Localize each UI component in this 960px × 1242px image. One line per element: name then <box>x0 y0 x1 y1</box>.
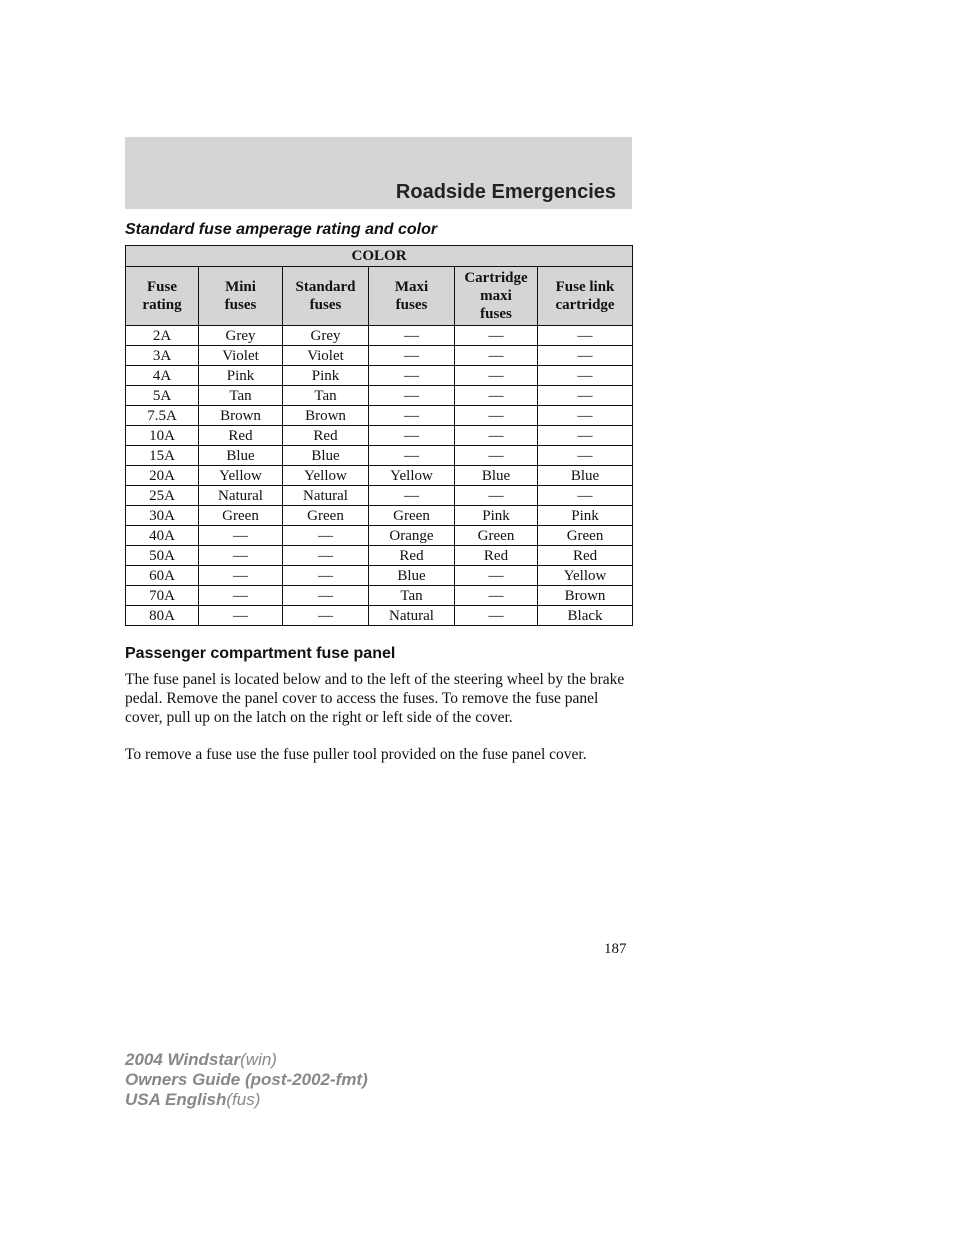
table-cell: — <box>538 326 633 346</box>
table-cell: Brown <box>538 586 633 606</box>
table-cell: — <box>199 606 283 626</box>
table-cell: 20A <box>126 466 199 486</box>
table-cell: 80A <box>126 606 199 626</box>
table-cell: Blue <box>283 446 369 466</box>
table-cell: — <box>538 366 633 386</box>
table-cell: Pink <box>538 506 633 526</box>
table-cell: 10A <box>126 426 199 446</box>
table-row <box>126 566 633 586</box>
table-cell: Blue <box>199 446 283 466</box>
table-cell: — <box>369 406 455 426</box>
footer-doc-code: (fus) <box>226 1090 261 1109</box>
table-cell: Brown <box>283 406 369 426</box>
table-cell: Pink <box>283 366 369 386</box>
footer-doc-code: (win) <box>240 1050 277 1069</box>
table-cell: Yellow <box>199 466 283 486</box>
table-cell: Tan <box>199 386 283 406</box>
table-cell: Blue <box>538 466 633 486</box>
column-header-line: Fuse <box>147 279 177 295</box>
table-cell: 40A <box>126 526 199 546</box>
table-row <box>126 486 633 506</box>
table-cell: — <box>283 606 369 626</box>
table-cell: — <box>538 426 633 446</box>
table-cell: Grey <box>283 326 369 346</box>
table-body <box>126 326 633 626</box>
table-cell: Tan <box>369 586 455 606</box>
section-header-band <box>125 137 632 209</box>
table-cell: Natural <box>369 606 455 626</box>
table-cell: — <box>538 406 633 426</box>
table-cell: Green <box>538 526 633 546</box>
table-cell: Orange <box>369 526 455 546</box>
column-header-line: Mini <box>225 279 256 295</box>
table-cell: 50A <box>126 546 199 566</box>
table-cell: 15A <box>126 446 199 466</box>
column-header <box>283 267 369 326</box>
table-cell: Brown <box>199 406 283 426</box>
table-cell: Natural <box>283 486 369 506</box>
table-cell: — <box>455 486 538 506</box>
table-cell: — <box>283 546 369 566</box>
table-cell: Green <box>369 506 455 526</box>
table-cell: — <box>455 346 538 366</box>
table-cell: — <box>369 326 455 346</box>
fuse-color-table <box>125 245 633 626</box>
table-row <box>126 346 633 366</box>
footer-doc-info <box>125 1050 368 1110</box>
table-cell: — <box>455 406 538 426</box>
table-row <box>126 546 633 566</box>
table-cell: — <box>455 586 538 606</box>
table-cell: 60A <box>126 566 199 586</box>
table-cell: Red <box>455 546 538 566</box>
column-header <box>538 267 633 326</box>
paragraph-fuse-panel-location: The fuse panel is located below and to the left of the steering wheel by the brake pedal. Remove the panel cover to access the fuses. To remove the fuse panel cover, pull up on the latch on the right or left side of the cover. <box>125 671 625 726</box>
table-cell: — <box>455 426 538 446</box>
table-row <box>126 586 633 606</box>
table-cell: — <box>455 606 538 626</box>
footer-line <box>125 1090 368 1110</box>
table-cell: Violet <box>199 346 283 366</box>
table-cell: 2A <box>126 326 199 346</box>
table-cell: Tan <box>283 386 369 406</box>
table-cell: 7.5A <box>126 406 199 426</box>
table-cell: Blue <box>455 466 538 486</box>
footer-line <box>125 1050 368 1070</box>
paragraph-fuse-removal: To remove a fuse use the fuse puller tool provided on the fuse panel cover. <box>125 746 587 763</box>
footer-doc-name: 2004 Windstar <box>125 1050 241 1069</box>
table-cell: Black <box>538 606 633 626</box>
column-header <box>369 267 455 326</box>
table-cell: — <box>538 346 633 366</box>
table-cell: Red <box>283 426 369 446</box>
table-cell: Green <box>455 526 538 546</box>
table-cell: — <box>369 486 455 506</box>
column-header-line: fuses <box>224 297 257 313</box>
color-group-header: COLOR <box>126 246 633 267</box>
column-header-line: fuses <box>480 306 512 322</box>
column-header-line: maxi <box>480 288 512 304</box>
section-heading: Passenger compartment fuse panel <box>125 645 396 662</box>
table-cell: Yellow <box>369 466 455 486</box>
column-header-line: rating <box>142 297 182 313</box>
column-header-line: Fuse link <box>555 279 615 295</box>
table-cell: — <box>369 386 455 406</box>
table-cell: — <box>455 566 538 586</box>
column-header <box>199 267 283 326</box>
table-cell: Red <box>369 546 455 566</box>
table-cell: 25A <box>126 486 199 506</box>
table-cell: Red <box>199 426 283 446</box>
table-cell: — <box>455 366 538 386</box>
column-header <box>455 267 538 326</box>
section-title: Roadside Emergencies <box>395 181 616 203</box>
table-cell: — <box>199 566 283 586</box>
column-header <box>126 267 199 326</box>
table-cell: 4A <box>126 366 199 386</box>
table-row <box>126 366 633 386</box>
table-row <box>126 426 633 446</box>
table-cell: — <box>455 446 538 466</box>
table-cell: 5A <box>126 386 199 406</box>
table-title: Standard fuse amperage rating and color <box>125 221 438 238</box>
table-cell: 70A <box>126 586 199 606</box>
table-row <box>126 606 633 626</box>
table-row <box>126 526 633 546</box>
table-cell: Violet <box>283 346 369 366</box>
page-number: 187 <box>604 941 627 957</box>
table-cell: — <box>369 346 455 366</box>
table-row <box>126 406 633 426</box>
table-row <box>126 446 633 466</box>
footer-line <box>125 1070 368 1090</box>
table-cell: — <box>369 426 455 446</box>
table-cell: Yellow <box>283 466 369 486</box>
footer-doc-name: USA English <box>125 1090 227 1109</box>
table-cell: Natural <box>199 486 283 506</box>
table-row <box>126 466 633 486</box>
table-cell: — <box>538 486 633 506</box>
column-header-line: Cartridge <box>464 270 528 286</box>
table-cell: 3A <box>126 346 199 366</box>
table-cell: Green <box>199 506 283 526</box>
table-cell: — <box>369 366 455 386</box>
table-cell: — <box>199 546 283 566</box>
table-cell: Pink <box>199 366 283 386</box>
table-cell: — <box>538 446 633 466</box>
column-header-line: cartridge <box>555 297 615 313</box>
table-row <box>126 326 633 346</box>
column-header-row <box>126 267 633 326</box>
table-cell: Pink <box>455 506 538 526</box>
column-header-line: Maxi <box>394 279 429 295</box>
column-header-line: fuses <box>309 297 342 313</box>
table-cell: Yellow <box>538 566 633 586</box>
column-header-line: Standard <box>295 279 356 295</box>
footer-doc-name: Owners Guide (post-2002-fmt) <box>125 1070 368 1089</box>
table-cell: — <box>369 446 455 466</box>
table-cell: Green <box>283 506 369 526</box>
table-cell: Red <box>538 546 633 566</box>
table-cell: — <box>199 526 283 546</box>
table-cell: — <box>455 386 538 406</box>
table-cell: Blue <box>369 566 455 586</box>
table-row <box>126 506 633 526</box>
table-cell: Grey <box>199 326 283 346</box>
table-cell: — <box>538 386 633 406</box>
table-row <box>126 386 633 406</box>
table-cell: — <box>283 526 369 546</box>
table-cell: — <box>283 566 369 586</box>
column-header-line: fuses <box>395 297 428 313</box>
table-cell: — <box>283 586 369 606</box>
table-cell: — <box>455 326 538 346</box>
table-cell: — <box>199 586 283 606</box>
table-cell: 30A <box>126 506 199 526</box>
